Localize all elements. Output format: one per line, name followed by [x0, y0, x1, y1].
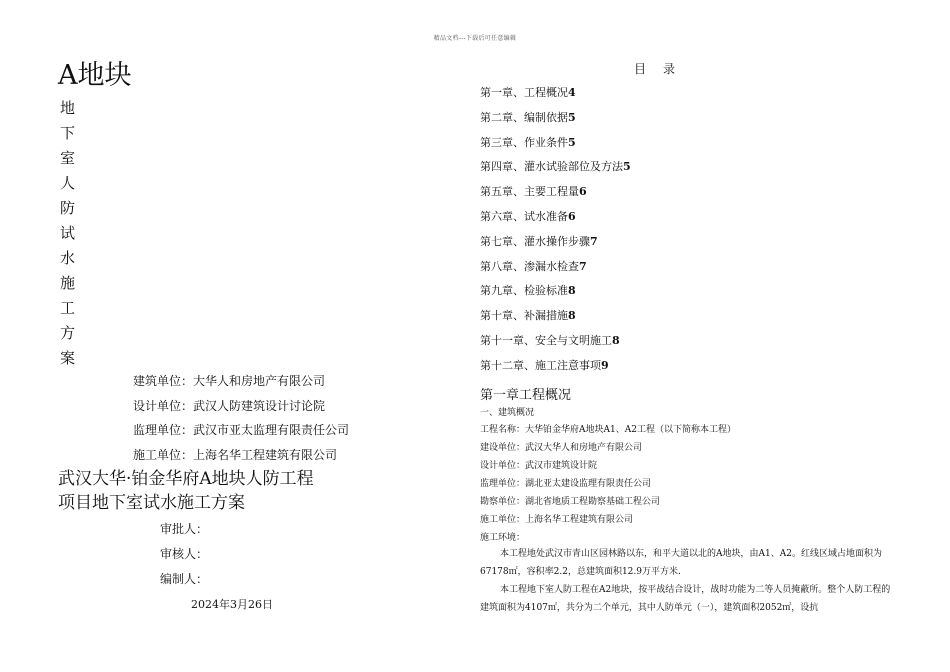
approver-label: 审批人： — [160, 522, 209, 536]
toc-item-page: 5 — [568, 135, 576, 149]
info-designer: 设计单位：武汉市建筑设计院 — [480, 461, 598, 471]
vertical-title-char: 方 — [60, 324, 76, 342]
toc-item-page: 4 — [568, 86, 576, 99]
toc-item-page: 6 — [579, 185, 587, 199]
info-environment-label: 施工环境： — [480, 533, 526, 543]
project-title-line: 武汉大华·铂金华府A地块人防工程 — [58, 469, 314, 489]
project-title — [58, 467, 314, 515]
toc-item-label: 第三章、作业条件 — [480, 135, 568, 149]
signoff-block — [160, 517, 208, 592]
paragraph-civil-defense: 本工程地下室人防工程在A2地块，按平战结合设计，战时功能为二等人员掩蔽所。整个人防工程的建筑面积为4107㎡，共分为二个单元，其中人防单元（一），建筑面积2052㎡，设抗 — [480, 585, 891, 613]
toc-item-label: 第十章、补漏措施 — [480, 309, 568, 323]
toc-item[interactable] — [480, 158, 631, 183]
unit-supervision: 监理单位：武汉市亚太监理有限责任公司 — [133, 423, 350, 437]
unit-construction: 建筑单位：大华人和房地产有限公司 — [133, 374, 326, 388]
reviewer-label: 审核人： — [160, 547, 209, 561]
project-info-list — [480, 421, 736, 547]
info-supervisor: 监理单位：湖北亚太建设监理有限责任公司 — [480, 479, 652, 489]
toc-item-page: 8 — [568, 284, 576, 298]
toc-title-char: 目 — [634, 62, 648, 76]
toc-item-page: 8 — [568, 309, 576, 323]
paragraph-site: 本工程地处武汉市青山区园林路以东，和平大道以北的A地块，由A1、A2。红线区域占地面积为67178㎡，容积率2.2，总建筑面积12.9万平方米. — [480, 549, 882, 577]
vertical-title-char: 室 — [60, 149, 76, 167]
author-label: 编制人： — [160, 572, 209, 586]
toc-item-label: 第五章、主要工程量 — [480, 185, 579, 199]
toc-item[interactable] — [480, 109, 631, 134]
units-list — [133, 369, 349, 467]
document-date: 2024年3月26日 — [191, 598, 273, 611]
toc-item-page: 8 — [612, 333, 620, 347]
chapter-1-heading: 第一章工程概况 — [480, 388, 572, 403]
toc-item[interactable] — [480, 357, 631, 382]
unit-design: 设计单位：武汉人防建筑设计讨论院 — [133, 398, 326, 413]
header-note: 精品文档---下载后可任意编辑 — [433, 35, 517, 42]
toc-item-page: 6 — [568, 209, 576, 223]
info-client: 建设单位：武汉大华人和房地产有限公司 — [480, 443, 643, 453]
info-contractor: 施工单位：上海名华工程建筑有限公司 — [480, 515, 634, 525]
toc-item-page: 5 — [568, 110, 576, 124]
toc-item-label: 第六章、试水准备 — [480, 209, 568, 223]
toc-item-label: 第二章、编制依据 — [480, 110, 568, 124]
unit-contractor: 施工单位：上海名华工程建筑有限公司 — [133, 447, 338, 462]
info-surveyor: 勘察单位：湖北省地质工程勘察基础工程公司 — [480, 497, 661, 507]
toc-item-label: 第一章、工程概况 — [480, 86, 568, 99]
vertical-title-char: 水 — [60, 249, 76, 267]
toc-item-page: 7 — [590, 234, 598, 248]
toc-item-label: 第十二章、施工注意事项 — [480, 358, 601, 372]
vertical-title-char: 试 — [60, 224, 76, 242]
vertical-title-char: 工 — [60, 299, 76, 317]
info-project-name: 工程名称：大华铂金华府A地块A1、A2工程（以下简称本工程） — [480, 425, 736, 435]
vertical-title-char: 地 — [60, 99, 76, 117]
toc-item[interactable] — [480, 332, 631, 357]
toc-item[interactable] — [480, 258, 631, 283]
toc-item-page: 5 — [623, 160, 631, 174]
toc-item-label: 第九章、检验标准 — [480, 284, 568, 298]
toc-item[interactable] — [480, 307, 631, 332]
toc-item[interactable] — [480, 208, 631, 233]
vertical-title-char: 案 — [60, 349, 76, 367]
vertical-title — [60, 96, 75, 371]
section-heading: 一、建筑概况 — [480, 408, 535, 418]
toc-item-label: 第八章、渗漏水检查 — [480, 259, 579, 273]
vertical-title-char: 防 — [60, 199, 76, 217]
toc-item-label: 第七章、灌水操作步骤 — [480, 234, 590, 248]
toc-item[interactable] — [480, 84, 631, 109]
toc-item[interactable] — [480, 183, 631, 208]
toc-item[interactable] — [480, 282, 631, 307]
vertical-title-char: 人 — [60, 174, 76, 192]
toc-item[interactable] — [480, 233, 631, 258]
toc-item-label: 第四章、灌水试验部位及方法 — [480, 160, 623, 174]
toc-item-label: 第十一章、安全与文明施工 — [480, 333, 612, 347]
vertical-title-char: 施 — [60, 274, 76, 292]
toc-item[interactable] — [480, 134, 631, 159]
toc-item-page: 9 — [601, 358, 609, 372]
toc-title — [634, 60, 676, 77]
vertical-title-char: 下 — [60, 124, 76, 142]
project-title-line: 项目地下室试水施工方案 — [58, 493, 245, 513]
toc-item-page: 7 — [579, 259, 587, 273]
document-big-title: A地块 — [58, 60, 132, 91]
table-of-contents — [480, 84, 631, 382]
toc-title-char: 录 — [663, 62, 677, 76]
